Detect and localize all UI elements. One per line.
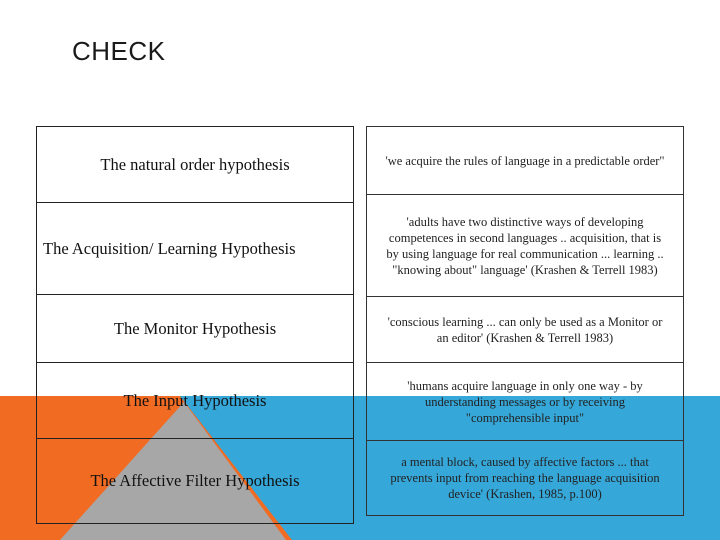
hypothesis-cell-monitor (36, 294, 354, 362)
description-cell-natural-order (366, 126, 684, 194)
slide-title: CHECK (72, 36, 166, 66)
description-text: 'conscious learning ... can only be used as a Monitor or an editor' (Krashen & Terrell 1983) (387, 314, 663, 345)
hypothesis-label: The natural order hypothesis (100, 154, 290, 174)
hypothesis-column (36, 126, 354, 524)
hypothesis-cell-input (36, 362, 354, 438)
description-cell-affective-filter (366, 440, 684, 516)
hypothesis-label: The Affective Filter Hypothesis (90, 471, 300, 490)
hypothesis-label: The Monitor Hypothesis (113, 318, 277, 338)
description-cell-acquisition (366, 194, 684, 296)
description-cell-input (366, 362, 684, 440)
hypothesis-label: The Acquisition/ Learning Hypothesis (43, 238, 296, 258)
description-text: a mental block, caused by affective factors ... that prevents input from reaching the language acquisition device' (Krashen, 1985, p.100) (390, 455, 660, 501)
hypothesis-cell-natural-order (36, 126, 354, 202)
description-column (366, 126, 684, 516)
hypothesis-cell-affective-filter (36, 438, 354, 524)
description-cell-monitor (366, 296, 684, 362)
hypothesis-cell-acquisition (36, 202, 354, 294)
description-text: 'we acquire the rules of language in a predictable order" (385, 153, 665, 168)
description-text: 'adults have two distinctive ways of developing competences in second languages .. acquisition, that is by using language for real communication ... learning .. "knowing about" language' (Krashen & Terrell 1983) (386, 214, 664, 277)
hypothesis-label: The Input Hypothesis (123, 390, 267, 410)
description-text: 'humans acquire language in only one way - by understanding messages or by receiving "comprehensible input" (407, 378, 643, 425)
